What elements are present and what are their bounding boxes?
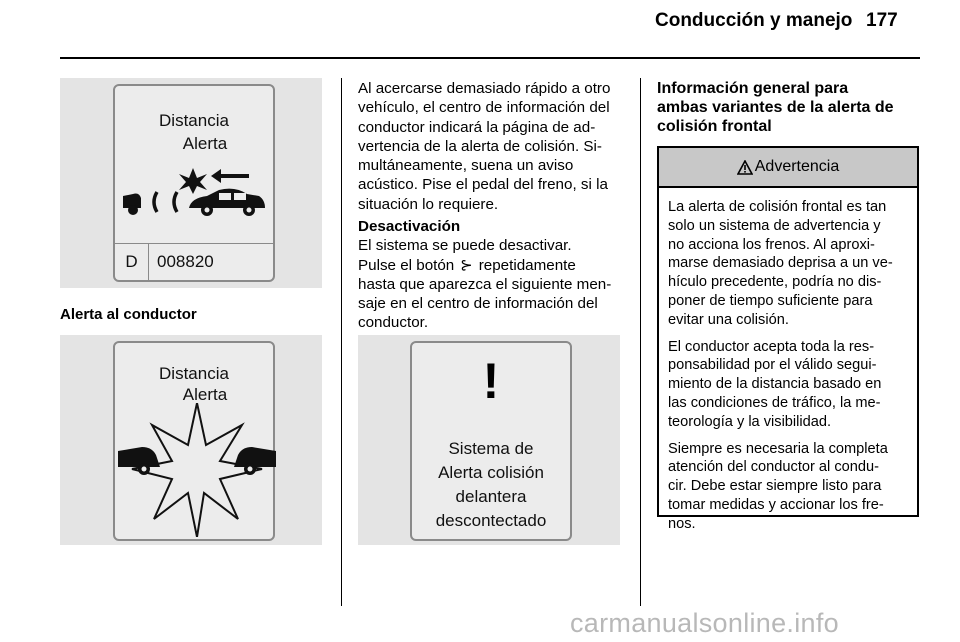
button-symbol-icon: ⊱ bbox=[460, 256, 473, 274]
text-line: hasta que aparezca el siguiente men- bbox=[358, 275, 612, 293]
figure-distance-alert-panel bbox=[60, 78, 322, 288]
gear-indicator: D bbox=[125, 252, 138, 271]
column-divider-1 bbox=[341, 78, 342, 606]
text-line: vehículo, el centro de información del bbox=[358, 99, 610, 117]
text-line bbox=[358, 256, 633, 275]
warning-box bbox=[657, 146, 919, 532]
section-heading: Desactivación bbox=[358, 218, 461, 235]
display-divider bbox=[115, 243, 273, 244]
text-line: evitar una colisión. bbox=[668, 311, 789, 328]
text-line: ponsabilidad por el válido segui- bbox=[668, 357, 877, 374]
warning-title: Advertencia bbox=[754, 158, 840, 175]
heading-line: colisión frontal bbox=[657, 118, 772, 135]
text-line: vertencia de la alerta de colisión. Si- bbox=[358, 137, 602, 155]
driver-info-display-3 bbox=[410, 341, 572, 541]
text-line: cir. Debe estar siempre listo para bbox=[668, 478, 882, 495]
display-line-4: descontectado bbox=[435, 511, 547, 530]
display-line-2: Alerta bbox=[182, 385, 228, 404]
heading-line: Información general para bbox=[657, 80, 849, 97]
column-divider-2 bbox=[640, 78, 641, 606]
text-line: conductor indicará la página de ad- bbox=[358, 118, 596, 136]
warning-paragraph bbox=[668, 198, 909, 330]
warning-header bbox=[659, 148, 917, 188]
warning-paragraph bbox=[668, 338, 909, 432]
collision-starburst-icon bbox=[112, 403, 282, 537]
text-line: situación lo requiere. bbox=[358, 195, 499, 213]
watermark-link[interactable]: carmanualsonline.info bbox=[570, 608, 839, 638]
text-line: las condiciones de tráfico, la me- bbox=[668, 394, 881, 411]
running-header-title: Conducción y manejo bbox=[655, 10, 853, 31]
text-line: acústico. Pise el pedal del freno, si la bbox=[358, 176, 608, 194]
text-line: Siempre es necesaria la completa bbox=[668, 440, 888, 457]
text-line: teorología y la visibilidad. bbox=[668, 413, 832, 430]
text-line: atención del conductor al condu- bbox=[668, 459, 879, 476]
text-line: multáneamente, suena un aviso bbox=[358, 157, 574, 175]
text-line: no acciona los frenos. Al aproxi- bbox=[668, 236, 875, 253]
driver-info-display-1 bbox=[113, 84, 275, 282]
text-line: saje en el centro de información del bbox=[358, 295, 598, 313]
heading-line: ambas variantes de la alerta de bbox=[657, 99, 894, 116]
collision-alert-car-icon bbox=[119, 164, 271, 224]
text-line: nos. bbox=[668, 515, 696, 532]
odometer-reading: 008820 bbox=[157, 252, 214, 271]
text-line: Al acercarse demasiado rápido a otro bbox=[358, 80, 611, 97]
text-line: El sistema se puede desactivar. bbox=[358, 237, 572, 255]
text-line: conductor. bbox=[358, 314, 429, 332]
warning-body bbox=[659, 188, 917, 534]
text-line: El conductor acepta toda la res- bbox=[668, 338, 875, 355]
warning-triangle-icon bbox=[737, 160, 753, 175]
figure-collision-panel bbox=[60, 335, 322, 545]
text-line: poner de tiempo suficiente para bbox=[668, 292, 873, 309]
section-heading-general bbox=[657, 79, 927, 136]
text-line: tomar medidas y accionar los fre- bbox=[668, 496, 884, 513]
figure-caption: Alerta al conductor bbox=[60, 306, 197, 323]
text-line: La alerta de colisión frontal es tan bbox=[668, 199, 887, 215]
text-line: solo un sistema de advertencia y bbox=[668, 217, 881, 234]
display-divider-vertical bbox=[148, 243, 149, 280]
text-line: hículo precedente, podría no dis- bbox=[668, 274, 882, 291]
exclamation-mark: ! bbox=[482, 353, 500, 409]
page-number: 177 bbox=[866, 10, 898, 31]
display-line-1: Distancia bbox=[159, 111, 229, 130]
figure-deactivated-panel bbox=[358, 335, 620, 545]
text-line: miento de la distancia basado en bbox=[668, 376, 882, 393]
text-fragment: Pulse el botón bbox=[358, 256, 455, 274]
display-line-1: Distancia bbox=[159, 364, 229, 383]
display-line-1: Sistema de bbox=[448, 439, 534, 458]
header-rule bbox=[60, 57, 920, 59]
text-line: marse demasiado deprisa a un ve- bbox=[668, 255, 893, 272]
display-line-2: Alerta colisión bbox=[438, 463, 544, 482]
display-line-2: Alerta bbox=[182, 134, 228, 153]
warning-paragraph bbox=[668, 440, 909, 534]
deactivation-section bbox=[358, 217, 633, 333]
text-fragment: repetidamente bbox=[478, 256, 576, 274]
intro-paragraph bbox=[358, 79, 633, 214]
display-line-3: delantera bbox=[455, 487, 527, 506]
